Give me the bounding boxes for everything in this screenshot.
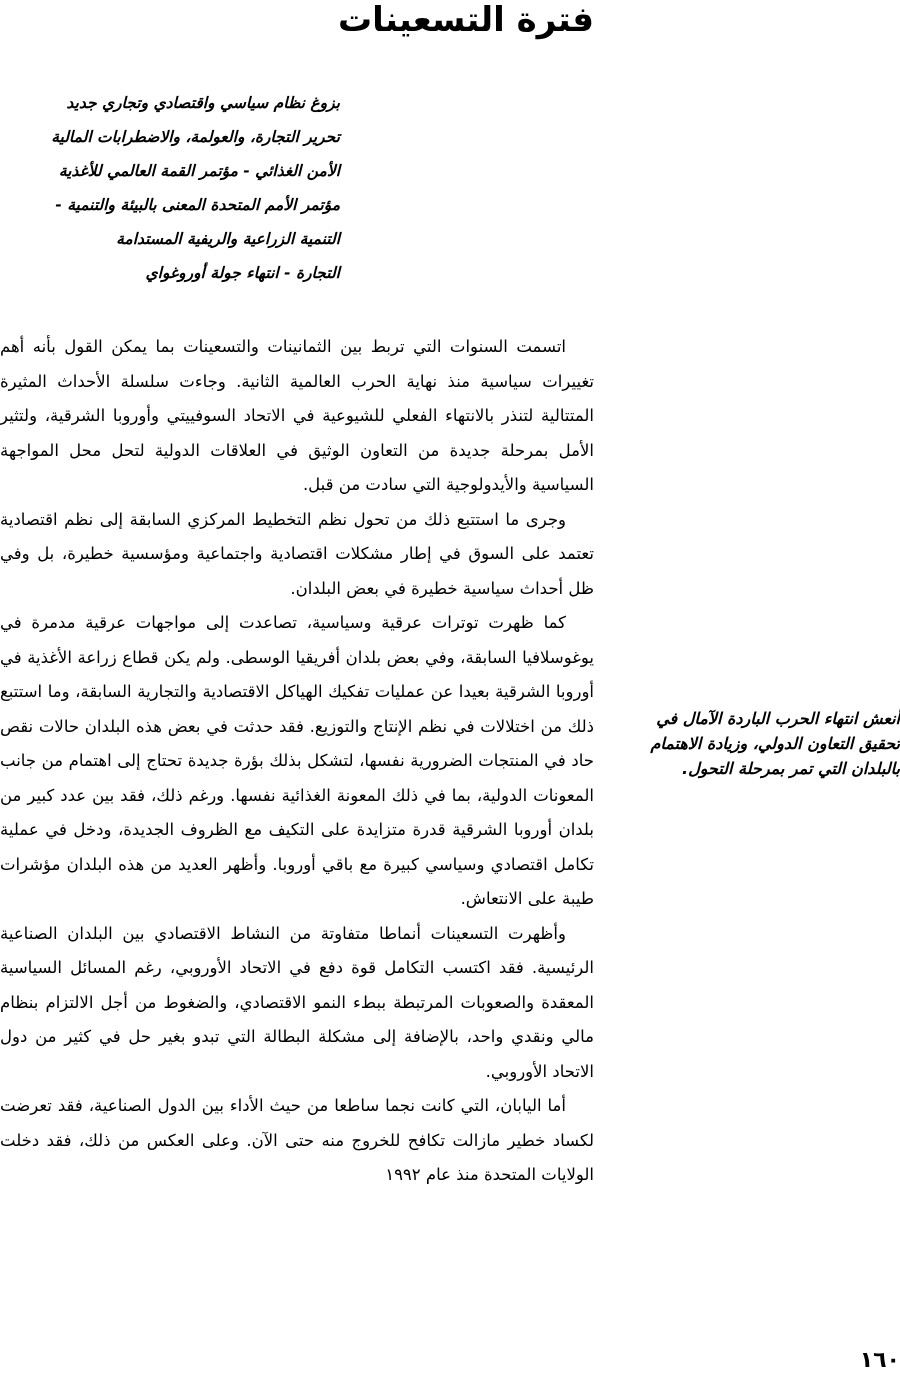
paragraph: وأظهرت التسعينات أنماطا متفاوتة من النشاط الاقتصادي بين البلدان الصناعية الرئيسية. فقد اكتسب التكامل قوة دفع في الاتحاد الأوروبي، رغم المسائل السياسية المعقدة والصعوبات المرتبطة ببطء النمو الاقتصادي، والضغوط من أجل الالتزام بنظام مالي ونقدي واحد، بالإضافة إلى مشكلة البطالة التي تبدو بغير حل في كثير من دول الاتحاد الأوروبي.: [0, 923, 594, 1081]
topic-item: تحرير التجارة، والعولمة، والاضطرابات المالية: [51, 128, 340, 146]
paragraph: كما ظهرت توترات عرقية وسياسية، تصاعدت إلى مواجهات عرقية مدمرة في يوغوسلافيا السابقة، وفي بعض بلدان أفريقيا الوسطى. ولم يكن قطاع زراعة الأغذية في أوروبا الشرقية بعيدا عن عمليات تفكيك الهياكل الاقتصادية والتجارية السابقة، وما استتبع ذلك من اختلالات في نظم الإنتاج والتوزيع. فقد حدثت في بعض هذه البلدان حالات نقص حاد في المنتجات الضرورية نفسها، لتشكل بذلك بؤرة جديدة تحتاج إلى اهتمام من جانب المعونات الدولية، بما في ذلك المعونة الغذائية نفسها. ورغم ذلك، فقد بين عدد كبير من بلدان أوروبا الشرقية قدرة متزايدة على التكيف مع الظروف الجديدة، ودخل في عملية تكامل اقتصادي وسياسي كبيرة مع باقي أوروبا. وأظهر العديد من هذه البلدان مؤشرات طيبة على الانتعاش.: [0, 613, 594, 908]
page-title: فترة التسعينات: [338, 0, 594, 40]
topic-item: الأمن الغذائي - مؤتمر القمة العالمي للأغذية: [58, 162, 340, 180]
topic-item: مؤتمر الأمم المتحدة المعنى بالبيئة والتنمية -: [55, 196, 340, 214]
page-number: ١٦٠: [859, 1348, 900, 1373]
paragraph: أما اليابان، التي كانت نجما ساطعا من حيث الأداء بين الدول الصناعية، فقد تعرضت لكساد خطير مازالت تكافح للخروج منه حتى الآن. وعلى العكس من ذلك، فقد دخلت الولايات المتحدة منذ عام ١٩٩٢: [0, 1096, 594, 1184]
topic-item: التنمية الزراعية والريفية المستدامة: [116, 230, 340, 248]
topic-item: التجارة - انتهاء جولة أوروغواي: [145, 264, 340, 282]
paragraph: وجرى ما استتبع ذلك من تحول نظم التخطيط المركزي السابقة إلى نظم اقتصادية تعتمد على السوق في إطار مشكلات اقتصادية واجتماعية ومؤسسية خطيرة، بل وفي ظل أحداث سياسية خطيرة في بعض البلدان.: [0, 509, 594, 598]
paragraph: اتسمت السنوات التي تربط بين الثمانينات والتسعينات بما يمكن القول بأنه أهم تغييرات سياسية منذ نهاية الحرب العالمية الثانية. وجاءت سلسلة الأحداث المثيرة المتتالية لتنذر بالانتهاء الفعلي للشيوعية في الاتحاد السوفييتي وأوروبا الشرقية، ولتثير الأمل بمرحلة جديدة من التعاون الوثيق في العلاقات الدولية لتحل محل المواجهة السياسية والأيدولوجية التي سادت من قبل.: [0, 337, 594, 494]
body-text: [0, 330, 594, 1193]
margin-note: أنعش انتهاء الحرب الباردة الآمال في تحقيق التعاون الدولي، وزيادة الاهتمام بالبلدان التي تمر بمرحلة التحول.: [650, 709, 900, 778]
topic-item: بزوغ نظام سياسي واقتصادي وتجاري جديد: [66, 94, 340, 112]
topics-list: [0, 86, 340, 290]
